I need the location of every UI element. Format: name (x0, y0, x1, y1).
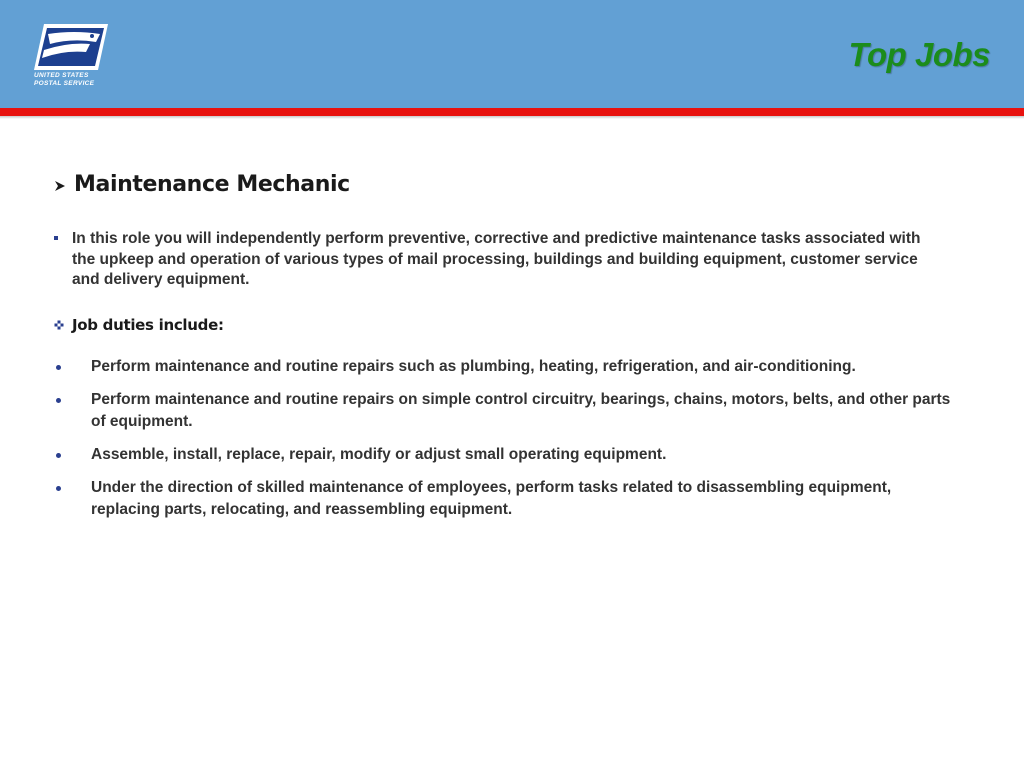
section-heading (54, 168, 350, 200)
duties-label-text: Job duties include: (72, 316, 224, 334)
diamond-bullet-icon (54, 320, 64, 330)
accent-divider (0, 108, 1024, 116)
list-item (54, 389, 954, 433)
heading-text: Maintenance Mechanic (74, 171, 350, 197)
list-item (54, 477, 954, 521)
list-item (54, 444, 954, 466)
duty-list (54, 356, 954, 532)
dot-bullet-icon (56, 486, 61, 491)
list-item (54, 356, 954, 378)
usps-logo (34, 24, 108, 92)
duty-text: Perform maintenance and routine repairs on simple control circuitry, bearings, chains, motors, belts, and other parts of equipment. (91, 391, 951, 430)
duty-text: Under the direction of skilled maintenance of employees, perform tasks related to disassembling equipment, replacing parts, relocating, and reassembling equipment. (91, 479, 892, 518)
logo-text (34, 72, 108, 88)
arrow-bullet-icon (54, 180, 66, 192)
eagle-logo-icon (34, 24, 108, 70)
divider-shadow (0, 116, 1024, 119)
square-bullet-icon (54, 236, 58, 240)
intro-text: In this role you will independently perform preventive, corrective and predictive maintenance tasks associated with the upkeep and operation of various types of mail processing, buildings and building equipment, customer service and delivery equipment. (72, 230, 921, 288)
logo-line-2: POSTAL SERVICE (34, 80, 95, 87)
dot-bullet-icon (56, 398, 61, 403)
duties-label (54, 314, 224, 336)
dot-bullet-icon (56, 365, 61, 370)
header-banner (0, 0, 1024, 108)
duty-text: Perform maintenance and routine repairs such as plumbing, heating, refrigeration, and air-conditioning. (91, 358, 856, 375)
page-title: Top Jobs (848, 36, 990, 73)
dot-bullet-icon (56, 453, 61, 458)
duty-text: Assemble, install, replace, repair, modify or adjust small operating equipment. (91, 446, 667, 463)
logo-line-1: UNITED STATES (34, 72, 89, 79)
